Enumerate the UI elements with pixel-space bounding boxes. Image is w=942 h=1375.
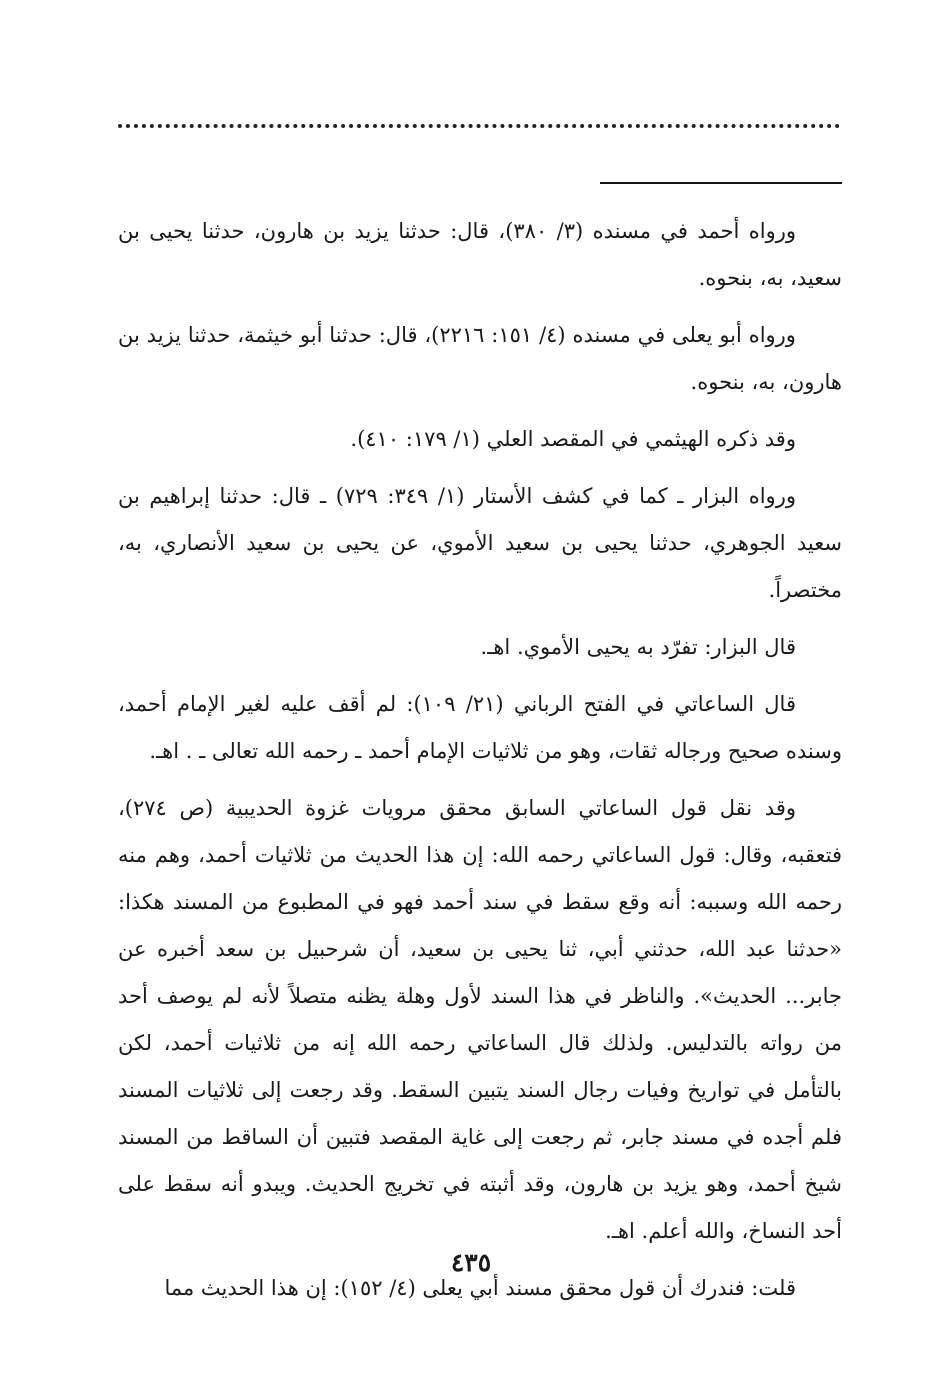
paragraph: قال الساعاتي في الفتح الرباني (٢١/ ١٠٩): لم أقف عليه لغير الإمام أحمد، وسنده صحيح ورجاله ثقات، وهو من ثلاثيات الإمام أحمد ـ رحمه الله تعالى ـ . اهـ.	[118, 692, 842, 763]
dotted-separator	[118, 124, 840, 128]
paragraph: ورواه أبو يعلى في مسنده (٤/ ١٥١: ٢٢١٦)، قال: حدثنا أبو خيثمة، حدثنا يزيد بن هارون، به، بنحوه.	[118, 323, 842, 394]
footnote-rule	[600, 182, 842, 184]
footnote-text	[118, 208, 842, 1322]
paragraph: قلت: فندرك أن قول محقق مسند أبي يعلى (٤/ ١٥٢): إن هذا الحديث مما	[164, 1276, 796, 1300]
paragraph: وقد ذكره الهيثمي في المقصد العلي (١/ ١٧٩: ٤١٠).	[350, 427, 796, 451]
paragraph: ورواه البزار ـ كما في كشف الأستار (١/ ٣٤٩: ٧٢٩) ـ قال: حدثنا إبراهيم بن سعيد الجوهري، حدثنا يحيى بن سعيد الأموي، عن يحيى بن سعيد الأنصاري، به، مختصراً.	[118, 484, 842, 602]
paragraph: ورواه أحمد في مسنده (٣/ ٣٨٠)، قال: حدثنا يزيد بن هارون، حدثنا يحيى بن سعيد، به، بنحوه.	[118, 219, 842, 290]
paragraph: قال البزار: تفرّد به يحيى الأموي. اهـ.	[480, 635, 796, 659]
paragraph: وقد نقل قول الساعاتي السابق محقق مرويات غزوة الحديبية (ص ٢٧٤)، فتعقبه، وقال: قول الساعاتي رحمه الله: إن هذا الحديث من ثلاثيات أحمد، وهم منه رحمه الله وسببه: أنه وقع سقط في سند أحمد فهو في المطبوع من المسند هكذا: «حدثنا عبد الله، حدثني أبي، ثنا يحيى بن سعيد، أن شرحبيل بن سعد أخبره عن جابر... الحديث». والناظر في هذا السند لأول وهلة يظنه متصلاً لأنه لم يوصف أحد من رواته بالتدليس. ولذلك قال الساعاتي رحمه الله إنه من ثلاثيات أحمد، لكن بالتأمل في تواريخ وفيات رجال السند يتبين السقط. وقد رجعت إلى ثلاثيات المسند فلم أجده في مسند جابر، ثم رجعت إلى غاية المقصد فتبين أن الساقط من المسند شيخ أحمد، وهو يزيد بن هارون، وقد أثبته في تخريج الحديث. ويبدو أنه سقط على أحد النساخ، والله أعلم. اهـ.	[118, 796, 842, 1243]
page-number: ٤٣٥	[450, 1248, 492, 1277]
